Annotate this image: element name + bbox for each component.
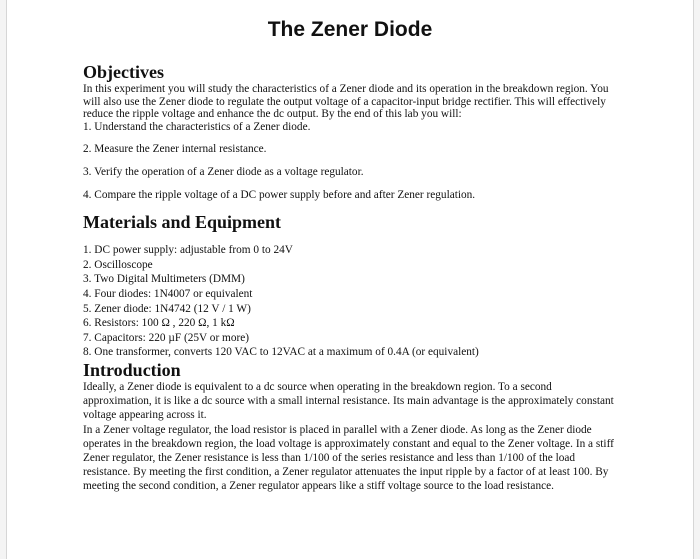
material-item: 1. DC power supply: adjustable from 0 to 24V [83,244,293,257]
objective-item: 3. Verify the operation of a Zener diode as a voltage regulator. [83,165,364,178]
objectives-heading: Objectives [83,62,164,82]
material-item: 5. Zener diode: 1N4742 (12 V / 1 W) [83,302,251,315]
materials-section [83,211,623,360]
objective-item: 4. Compare the ripple voltage of a DC power supply before and after Zener regulation. [83,188,476,201]
material-item: 4. Four diodes: 1N4007 or equivalent [83,287,253,300]
material-item: 2. Oscilloscope [83,258,153,271]
materials-heading: Materials and Equipment [83,212,282,233]
material-item: 8. One transformer, converts 120 VAC to 12VAC at a maximum of 0.4A (or equivalent) [83,346,479,359]
material-item: 3. Two Digital Multimeters (DMM) [83,273,245,286]
document-title: The Zener Diode [267,18,433,41]
introduction-heading: Introduction [83,359,181,380]
material-item: 6. Resistors: 100 Ω , 220 Ω, 1 kΩ [83,317,235,330]
materials-list [83,243,623,360]
page-edge-left [0,0,7,559]
introduction-section [83,360,623,494]
document-body [83,61,623,494]
introduction-paragraph-1: Ideally, a Zener diode is equivalent to a dc source when operating in the breakdown region. To a second approximation, it is like a dc source with a small internal resistance. Its main advantage is the approximately constant voltage appearing across it. [83,380,614,422]
objectives-section [83,61,623,201]
objective-item: 2. Measure the Zener internal resistance. [83,143,267,156]
page-edge-right [693,0,700,559]
material-item: 7. Capacitors: 220 µF (25V or more) [83,331,250,344]
objectives-list [83,121,623,201]
introduction-paragraph-2: In a Zener voltage regulator, the load resistor is placed in parallel with a Zener diode. As long as the Zener diode operates in the breakdown region, the load voltage is approximately constant and equal to the Zener voltage. In a stiff Zener regulator, the Zener resistance is less than 1/100 of the series resistance and less than 1/100 of the load resistance. By meeting the first condition, a Zener regulator attenuates the input ripple by a factor of at least 100. By meeting the second condition, a Zener regulator appears like a stiff voltage source to the load resistance. [83,423,614,493]
objectives-intro: In this experiment you will study the characteristics of a Zener diode and its operation in the breakdown region. You will also use the Zener diode to regulate the output voltage of a capacitor-input bridge rectifier. This will effectively reduce the ripple voltage and enhance the dc output. By the end of this lab you will: [83,83,609,121]
objective-item: 1. Understand the characteristics of a Zener diode. [83,120,311,133]
